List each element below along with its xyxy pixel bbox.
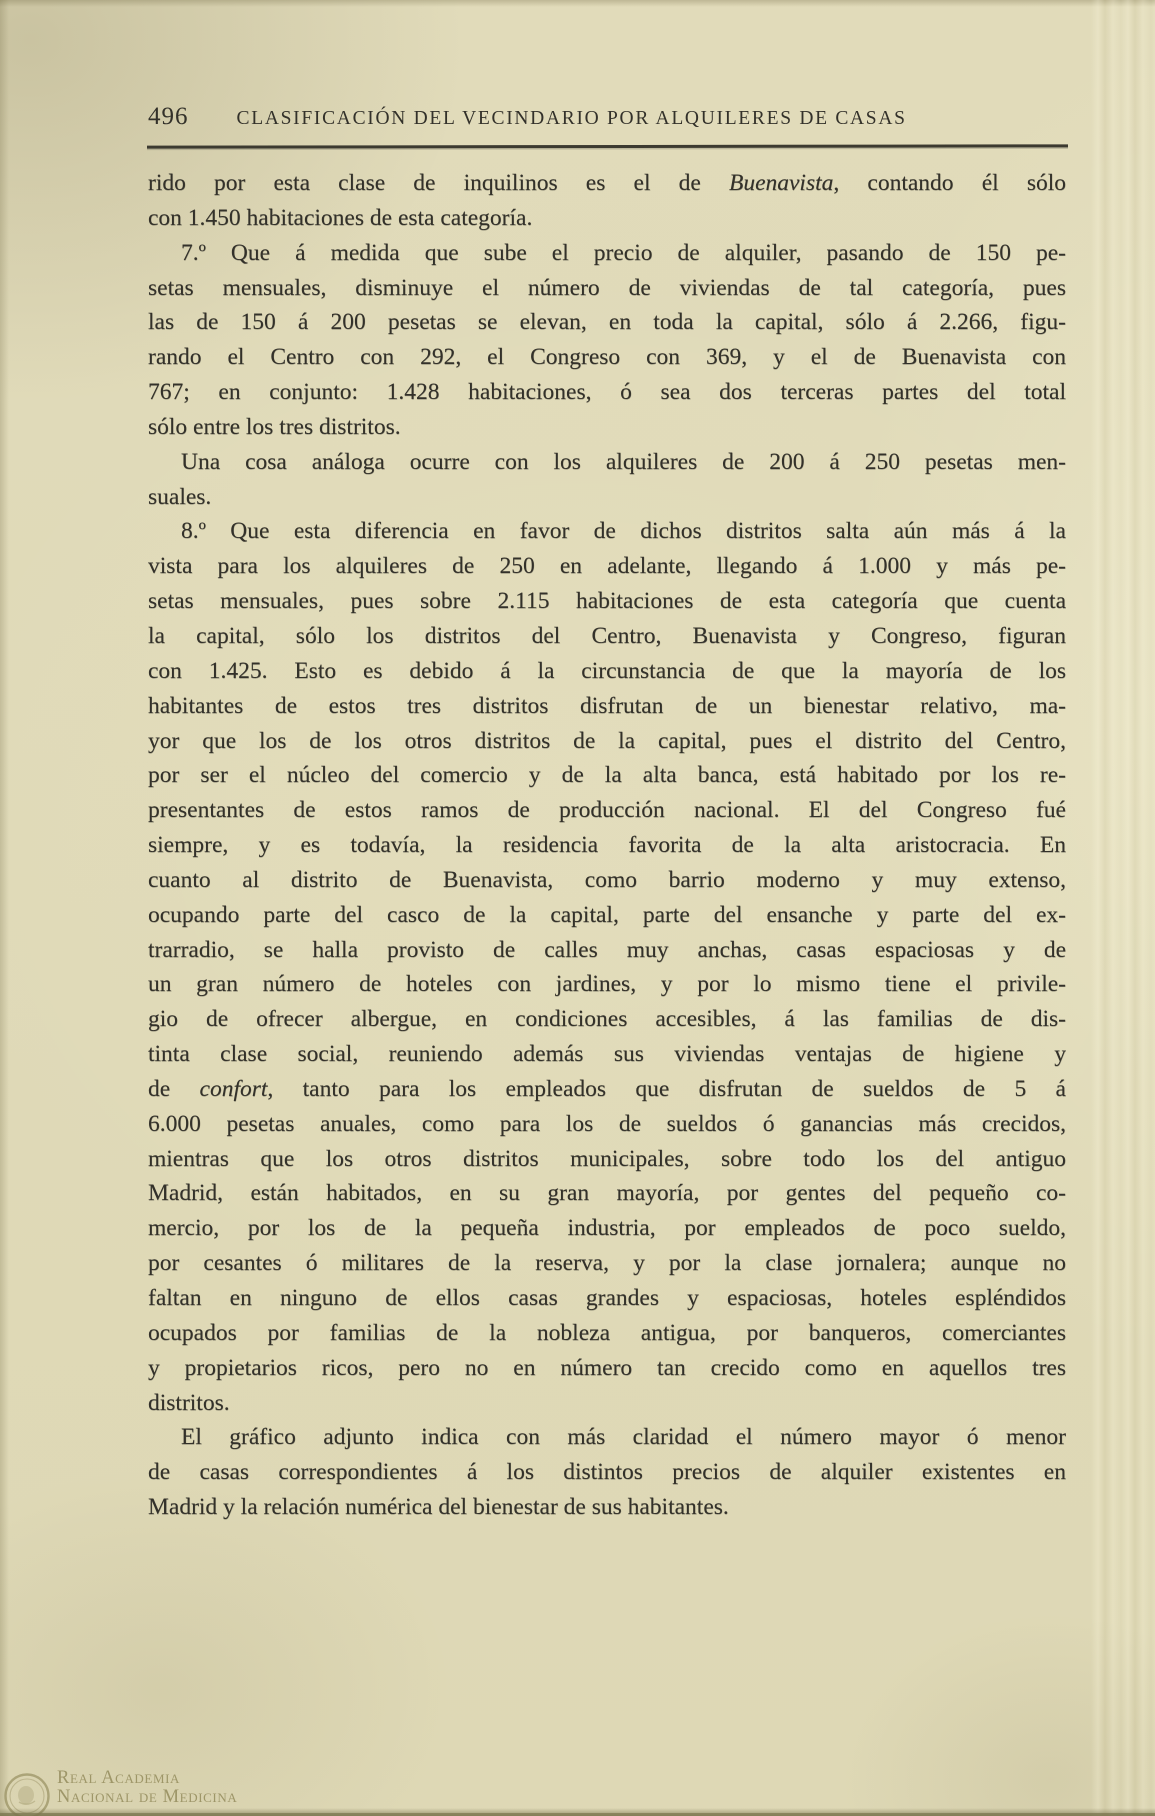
text-segment: setas mensuales, pues sobre 2.115 habitaciones de esta categoría que cuenta bbox=[148, 588, 1066, 615]
text-segment: ocupados por familias de la nobleza antigua, por banqueros, comerciantes bbox=[148, 1319, 1066, 1346]
text-line bbox=[148, 967, 1066, 1002]
text-segment: 8.º Que esta diferencia en favor de dichos distritos salta aún más á la bbox=[181, 518, 1066, 545]
text-line bbox=[148, 1142, 1066, 1177]
text-segment: 7.º Que á medida que sube el precio de alquiler, pasando de 150 pe- bbox=[181, 239, 1066, 266]
page-title: CLASIFICACIÓN DEL VECINDARIO POR ALQUILERES DE CASAS bbox=[236, 108, 907, 129]
text-segment: habitantes de estos tres distritos disfrutan de un bienestar relativo, ma- bbox=[148, 692, 1066, 719]
text-line bbox=[148, 1211, 1066, 1246]
text-line bbox=[148, 340, 1066, 375]
text-segment: de casas correspondientes á los distintos precios de alquiler existentes en bbox=[148, 1459, 1066, 1486]
watermark-line1: Real Academia bbox=[57, 1768, 181, 1788]
text-line bbox=[148, 166, 1066, 201]
text-segment: faltan en ninguno de ellos casas grandes y espaciosas, hoteles espléndidos bbox=[148, 1285, 1066, 1311]
text-line bbox=[148, 898, 1066, 933]
text-segment: por ser el núcleo del comercio y de la alta banca, está habitado por los re- bbox=[148, 762, 1066, 789]
text-segment: tinta clase social, reuniendo además sus viviendas ventajas de higiene y bbox=[148, 1041, 1066, 1068]
text-segment: 6.000 pesetas anuales, como para los de sueldos ó ganancias más crecidos, bbox=[148, 1110, 1066, 1137]
text-line bbox=[148, 863, 1066, 898]
text-line bbox=[148, 1420, 1066, 1455]
text-line bbox=[148, 201, 1066, 236]
text-segment: yor que los de los otros distritos de la capital, pues el distrito del Centro, bbox=[148, 727, 1066, 754]
text-segment: suales. bbox=[148, 483, 212, 510]
watermark bbox=[0, 1752, 330, 1816]
text-segment: rido por esta clase de inquilinos es el de bbox=[148, 170, 729, 196]
text-line bbox=[148, 1246, 1066, 1281]
text-segment: presentantes de estos ramos de producción nacional. El del Congreso fué bbox=[148, 797, 1066, 824]
text-line bbox=[148, 689, 1066, 724]
text-segment: Madrid, están habitados, en su gran mayoría, por gentes del pequeño co- bbox=[148, 1180, 1066, 1207]
text-line bbox=[148, 236, 1066, 271]
text-segment: 767; en conjunto: 1.428 habitaciones, ó sea dos terceras partes del total bbox=[148, 379, 1066, 406]
text-segment: trarradio, se halla provisto de calles muy anchas, casas espaciosas y de bbox=[148, 936, 1066, 963]
text-line bbox=[148, 584, 1066, 619]
text-line bbox=[148, 724, 1066, 759]
text-line bbox=[148, 1107, 1066, 1142]
text-segment: rando el Centro con 292, el Congreso con 369, y el de Buenavista con bbox=[148, 344, 1066, 371]
text-line bbox=[148, 1490, 1066, 1525]
text-segment: sólo entre los tres distritos. bbox=[148, 413, 401, 440]
text-segment: mercio, por los de la pequeña industria, por empleados de poco sueldo, bbox=[148, 1215, 1066, 1242]
text-line bbox=[148, 480, 1066, 515]
text-line bbox=[148, 1386, 1066, 1421]
text-segment: cuanto al distrito de Buenavista, como barrio moderno y muy extenso, bbox=[148, 866, 1066, 893]
text-segment: Una cosa análoga ocurre con los alquileres de 200 á 250 pesetas men- bbox=[181, 448, 1066, 475]
text-line bbox=[148, 619, 1066, 654]
text-line bbox=[148, 1072, 1066, 1107]
text-segment: siempre, y es todavía, la residencia favorita de la alta aristocracia. En bbox=[148, 832, 1066, 859]
text-line bbox=[148, 933, 1066, 968]
text-segment: distritos. bbox=[148, 1389, 230, 1416]
running-header bbox=[148, 103, 1068, 131]
text-line bbox=[148, 828, 1066, 863]
text-segment: , contando él sólo bbox=[833, 170, 1066, 196]
text-segment: con 1.450 habitaciones de esta categoría. bbox=[148, 204, 533, 231]
text-segment: de bbox=[148, 1075, 200, 1102]
text-line bbox=[148, 1002, 1066, 1037]
text-segment: El gráfico adjunto indica con más claridad el número mayor ó menor bbox=[181, 1424, 1066, 1451]
text-segment: mientras que los otros distritos municipales, sobre todo los del antiguo bbox=[148, 1145, 1066, 1172]
text-line bbox=[148, 654, 1066, 689]
text-segment: la capital, sólo los distritos del Centro, Buenavista y Congreso, figuran bbox=[148, 622, 1066, 649]
page-number: 496 bbox=[148, 103, 189, 130]
text-segment: setas mensuales, disminuye el número de viviendas de tal categoría, pues bbox=[148, 274, 1066, 301]
text-segment: con 1.425. Esto es debido á la circunstancia de que la mayoría de los bbox=[148, 657, 1066, 684]
text-line bbox=[148, 271, 1066, 306]
text-line bbox=[148, 1351, 1066, 1386]
text-line bbox=[148, 445, 1066, 480]
text-segment: Madrid y la relación numérica del bienestar de sus habitantes. bbox=[148, 1494, 729, 1521]
page-edge-top-shadow bbox=[0, 0, 1155, 7]
text-line bbox=[148, 1281, 1066, 1316]
text-line bbox=[148, 1316, 1066, 1351]
text-line bbox=[148, 410, 1066, 445]
text-line bbox=[148, 1176, 1066, 1211]
header-rule bbox=[147, 144, 1068, 148]
text-segment: las de 150 á 200 pesetas se elevan, en toda la capital, sólo á 2.266, figu- bbox=[148, 309, 1066, 336]
page-edge-right-texture bbox=[1091, 0, 1155, 1816]
text-segment: por cesantes ó militares de la reserva, y por la clase jornalera; aunque no bbox=[148, 1250, 1066, 1277]
page-edge-left-shadow bbox=[0, 0, 9, 1816]
body-text bbox=[148, 166, 1066, 1525]
text-segment: un gran número de hoteles con jardines, y por lo mismo tiene el privile- bbox=[148, 971, 1066, 998]
text-segment: y propietarios ricos, pero no en número tan crecido como en aquellos tres bbox=[148, 1354, 1066, 1381]
watermark-text bbox=[57, 1769, 237, 1806]
text-line bbox=[148, 305, 1066, 340]
text-segment: gio de ofrecer albergue, en condiciones accesibles, á las familias de dis- bbox=[148, 1006, 1066, 1033]
text-line bbox=[148, 793, 1066, 828]
text-line bbox=[148, 549, 1066, 584]
text-line bbox=[148, 758, 1066, 793]
text-line bbox=[148, 375, 1066, 410]
text-segment: , tanto para los empleados que disfrutan de sueldos de 5 á bbox=[267, 1075, 1066, 1102]
text-line bbox=[148, 514, 1066, 549]
text-segment: ocupando parte del casco de la capital, parte del ensanche y parte del ex- bbox=[148, 901, 1066, 928]
watermark-line2: Nacional de Medicina bbox=[57, 1786, 238, 1807]
italic-text: confort bbox=[199, 1075, 268, 1102]
text-segment: vista para los alquileres de 250 en adelante, llegando á 1.000 y más pe- bbox=[148, 553, 1066, 580]
text-line bbox=[148, 1455, 1066, 1490]
italic-text: Buenavista bbox=[728, 170, 834, 196]
text-line bbox=[148, 1037, 1066, 1072]
